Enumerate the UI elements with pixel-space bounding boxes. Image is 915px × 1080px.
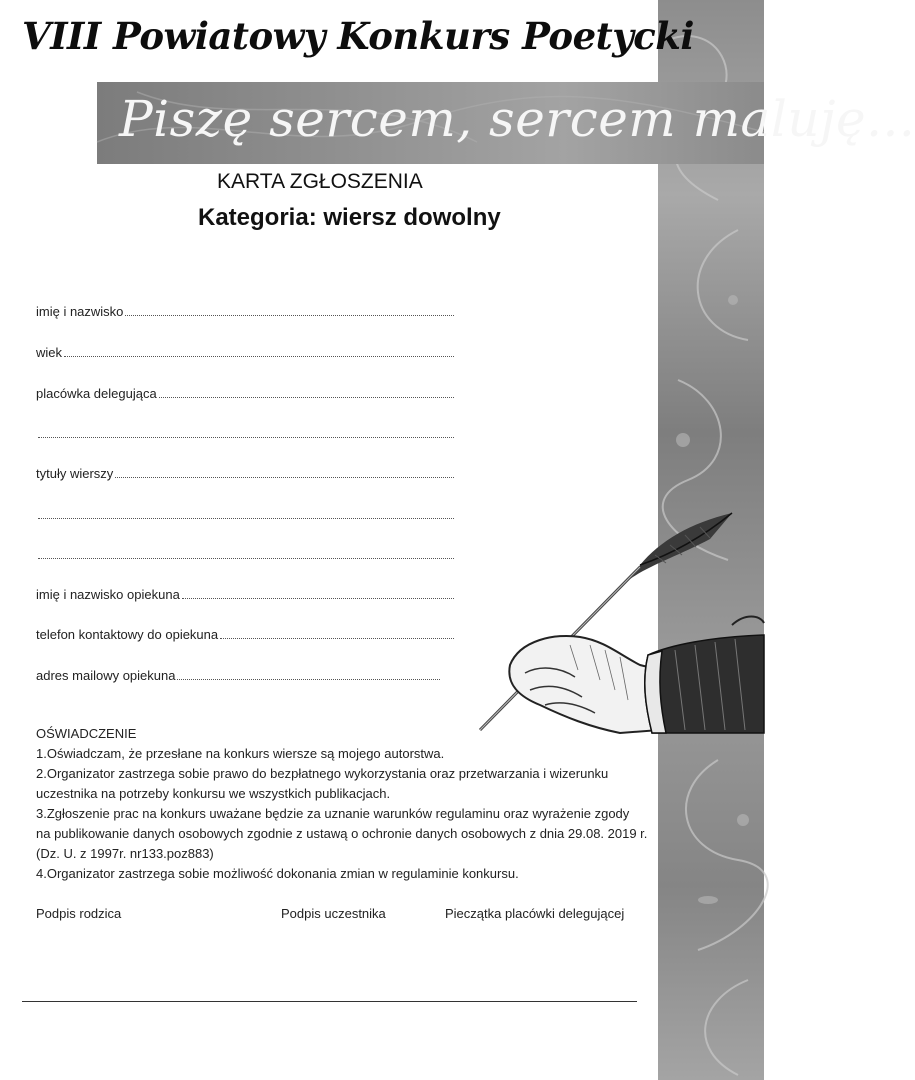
signature-student-label: Podpis uczestnika [281, 906, 386, 921]
statement-line: 3.Zgłoszenie prac na konkurs uważane będzie za uznanie warunków regulaminu oraz wyrażenie zgody [36, 806, 630, 821]
field-guardian-name[interactable] [36, 584, 454, 602]
field-guardian-phone[interactable] [36, 624, 454, 642]
statement-line: (Dz. U. z 1997r. nr133.poz883) [36, 846, 214, 861]
dotted-line [38, 436, 454, 438]
dotted-line [159, 396, 454, 398]
statement-line: uczestnika na potrzeby konkursu we wszystkich publikacjach. [36, 786, 391, 801]
field-label: wiek [36, 345, 63, 360]
field-label: tytuły wierszy [36, 466, 114, 481]
statement-heading: OŚWIADCZENIE [36, 726, 137, 741]
field-institution-continued[interactable] [36, 423, 454, 441]
dotted-line [64, 355, 454, 357]
dotted-line [115, 476, 454, 478]
field-poem-titles-line-3[interactable] [36, 544, 454, 562]
bottom-divider [22, 1001, 637, 1002]
institution-stamp-label: Pieczątka placówki delegującej [445, 906, 625, 921]
contest-title: VIII Powiatowy Konkurs Poetycki [22, 14, 694, 58]
signature-parent-label: Podpis rodzica [36, 906, 122, 921]
field-poem-titles-line-2[interactable] [36, 504, 454, 522]
dotted-line [125, 314, 454, 316]
contest-motto: Piszę sercem, sercem maluję... [119, 90, 915, 148]
dotted-line [177, 678, 440, 680]
field-full-name[interactable] [36, 301, 454, 319]
field-label: imię i nazwisko opiekuna [36, 587, 180, 602]
form-category: Kategoria: wiersz dowolny [198, 204, 501, 231]
statement-line: na publikowanie danych osobowych zgodnie z ustawą o ochronie danych osobowych z dnia 29.08. 2019 r. [36, 826, 648, 841]
dotted-line [220, 637, 454, 639]
dotted-line [38, 557, 454, 559]
field-poem-titles[interactable] [36, 463, 454, 481]
field-label: placówka delegująca [36, 386, 157, 401]
field-label: telefon kontaktowy do opiekuna [36, 627, 219, 642]
motto-banner [97, 82, 915, 164]
dotted-line [38, 517, 454, 519]
hand-with-quill-icon [470, 505, 764, 740]
statement-line: 1.Oświadczam, że przesłane na konkurs wiersze są mojego autorstwa. [36, 746, 445, 761]
field-age[interactable] [36, 342, 454, 360]
field-label: imię i nazwisko [36, 304, 124, 319]
field-label: adres mailowy opiekuna [36, 668, 176, 683]
field-guardian-email[interactable] [36, 665, 440, 683]
statement-line: 2.Organizator zastrzega sobie prawo do bezpłatnego wykorzystania oraz przetwarzania i wizerunku [36, 766, 609, 781]
field-delegating-institution[interactable] [36, 383, 454, 401]
dotted-line [182, 597, 454, 599]
statement-line: 4.Organizator zastrzega sobie możliwość dokonania zmian w regulaminie konkursu. [36, 866, 519, 881]
form-title: KARTA ZGŁOSZENIA [217, 170, 423, 193]
statement-section [36, 724, 666, 884]
